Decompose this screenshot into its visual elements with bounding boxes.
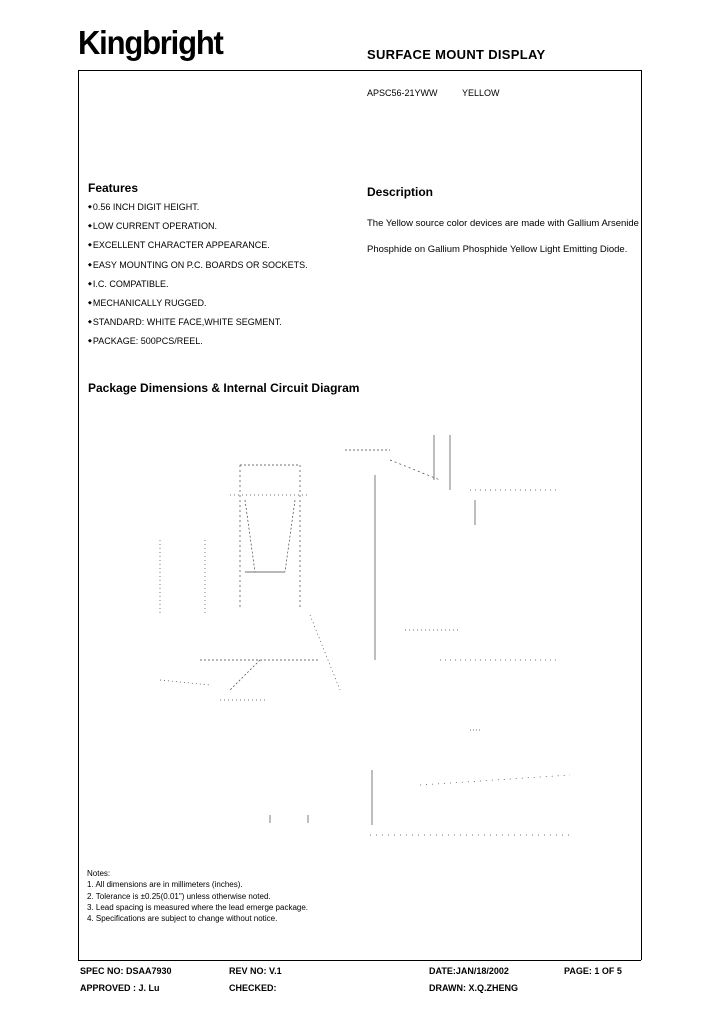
approved-by: APPROVED : J. Lu bbox=[80, 983, 160, 993]
part-number: APSC56-21YWW bbox=[367, 88, 438, 98]
notes-block bbox=[87, 868, 308, 924]
note-item: 3. Lead spacing is measured where the lead emerge package. bbox=[87, 902, 309, 912]
revision-number: REV NO: V.1 bbox=[229, 966, 282, 976]
features-heading: Features bbox=[88, 181, 139, 195]
feature-item: ◆ I.C. COMPATIBLE. bbox=[88, 278, 308, 297]
feature-item: ◆ PACKAGE: 500PCS/REEL. bbox=[88, 335, 308, 354]
note-item: 4. Specifications are subject to change without notice. bbox=[87, 914, 278, 924]
brand-logo: Kingbright bbox=[78, 24, 223, 62]
feature-item: ◆ 0.56 INCH DIGIT HEIGHT. bbox=[88, 201, 308, 220]
notes-heading: Notes: bbox=[87, 869, 111, 878]
release-date: DATE:JAN/18/2002 bbox=[429, 966, 509, 976]
drawn-by: DRAWN: X.Q.ZHENG bbox=[429, 983, 518, 993]
package-heading: Package Dimensions & Internal Circuit Diagram bbox=[88, 381, 360, 395]
part-color: YELLOW bbox=[462, 88, 500, 98]
feature-item: ◆ EXCELLENT CHARACTER APPEARANCE. bbox=[88, 239, 308, 258]
page-number: PAGE: 1 OF 5 bbox=[564, 966, 622, 976]
footer-rule bbox=[78, 960, 641, 961]
feature-item: ◆ LOW CURRENT OPERATION. bbox=[88, 220, 308, 239]
package-dimension-drawing bbox=[140, 425, 580, 855]
header-rule bbox=[78, 70, 641, 71]
feature-item: ◆ MECHANICALLY RUGGED. bbox=[88, 297, 308, 316]
note-item: 1. All dimensions are in millimeters (inches). bbox=[87, 880, 243, 890]
feature-item: ◆ STANDARD: WHITE FACE,WHITE SEGMENT. bbox=[88, 316, 308, 335]
description-heading: Description bbox=[367, 185, 434, 199]
document-title: SURFACE MOUNT DISPLAY bbox=[367, 47, 546, 62]
frame-right-border bbox=[641, 70, 642, 960]
feature-item: ◆ EASY MOUNTING ON P.C. BOARDS OR SOCKETS. bbox=[88, 259, 308, 278]
checked-by: CHECKED: bbox=[229, 983, 277, 993]
features-list bbox=[88, 201, 308, 355]
description-text: The Yellow source color devices are made with Gallium Arsenide Phosphide on Gallium Phosphide Yellow Light Emitting Diode. bbox=[367, 218, 639, 255]
frame-left-border bbox=[78, 70, 79, 960]
note-item: 2. Tolerance is ±0.25(0.01") unless otherwise noted. bbox=[87, 891, 271, 901]
spec-number: SPEC NO: DSAA7930 bbox=[80, 966, 172, 976]
